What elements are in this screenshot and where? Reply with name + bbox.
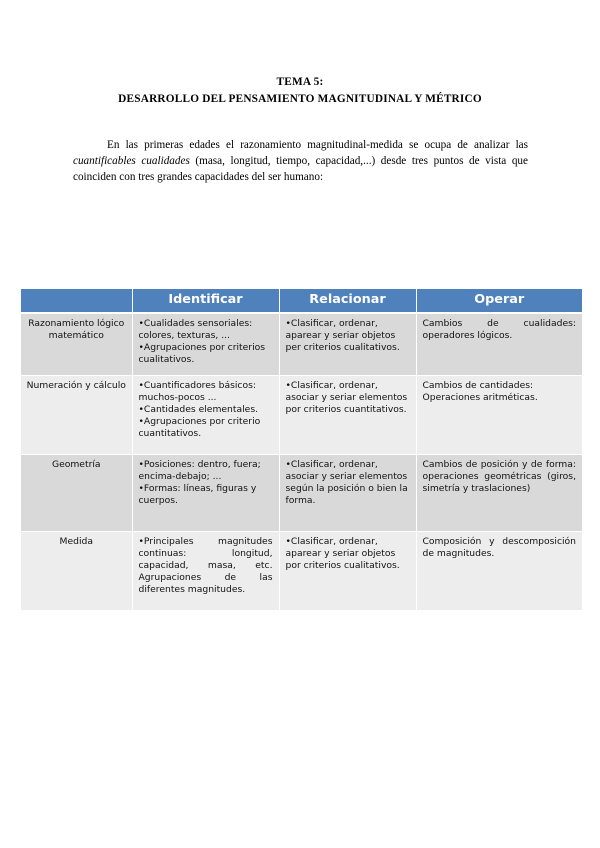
table-row bbox=[21, 531, 582, 610]
cell-line: •Clasificar, ordenar, aparear y seriar objetos per criterios cualitativos. bbox=[285, 318, 400, 354]
cell-line: •Principales magnitudes continuas: longitud, capacidad, masa, etc. Agrupaciones de las diferentes magnitudes. bbox=[138, 535, 273, 595]
table-header-row bbox=[21, 289, 582, 313]
cell-relacionar bbox=[279, 531, 416, 610]
capacities-table bbox=[21, 289, 582, 611]
cell-operar bbox=[416, 454, 582, 531]
cell-identificar bbox=[132, 454, 279, 531]
header-relacionar: Relacionar bbox=[279, 289, 416, 313]
cell-relacionar bbox=[279, 313, 416, 375]
table-row bbox=[21, 375, 582, 454]
cell-line: •Posiciones: dentro, fuera; encima-debajo; ... bbox=[138, 458, 261, 482]
intro-text-part2: (masa, longitud, tiempo, capacidad,...) desde tres puntos de vista que coinciden con tres grandes capacidades del ser humano: bbox=[73, 155, 528, 184]
cell-line: •Cualidades sensoriales: colores, texturas, ... bbox=[138, 318, 253, 342]
cell-line: •Clasificar, ordenar, asociar y seriar elementos según la posición o bien la forma. bbox=[285, 458, 408, 506]
cell-identificar bbox=[132, 531, 279, 610]
document-title bbox=[0, 74, 600, 108]
cell-line: •Formas: líneas, figuras y cuerpos. bbox=[138, 482, 257, 506]
cell-line: Cambios de posición y de forma: operaciones geométricas (giros, simetría y traslaciones) bbox=[422, 458, 576, 494]
cell-line: Cambios de cualidades: operadores lógicos. bbox=[422, 318, 576, 342]
header-operar: Operar bbox=[416, 289, 582, 313]
cell-relacionar bbox=[279, 375, 416, 454]
header-identificar: Identificar bbox=[132, 289, 279, 313]
cell-operar bbox=[416, 531, 582, 610]
cell-line: Composición y descomposición de magnitudes. bbox=[422, 535, 576, 559]
intro-paragraph bbox=[73, 137, 528, 186]
title-line-2: DESARROLLO DEL PENSAMIENTO MAGNITUDINAL Y MÉTRICO bbox=[118, 93, 482, 105]
cell-line: •Clasificar, ordenar, asociar y seriar elementos por criterios cuantitativos. bbox=[285, 379, 408, 415]
row-label: Geometría bbox=[21, 454, 132, 531]
cell-operar bbox=[416, 375, 582, 454]
title-line-1: TEMA 5: bbox=[276, 76, 324, 88]
row-label: Medida bbox=[21, 531, 132, 610]
cell-line: •Agrupaciones por criterios cualitativos. bbox=[138, 342, 266, 366]
cell-relacionar bbox=[279, 454, 416, 531]
table-row bbox=[21, 454, 582, 531]
cell-line: •Cantidades elementales. bbox=[138, 403, 259, 415]
table-row bbox=[21, 313, 582, 375]
cell-line: Cambios de cantidades: Operaciones aritméticas. bbox=[422, 379, 538, 403]
cell-line: •Clasificar, ordenar, aparear y seriar objetos por criterios cualitativos. bbox=[285, 535, 400, 571]
intro-text-part1: En las primeras edades el razonamiento magnitudinal-medida se ocupa de analizar las bbox=[107, 139, 528, 151]
intro-text-italic: cuantificables cualidades bbox=[73, 155, 190, 168]
row-label: Razonamiento lógico matemático bbox=[21, 313, 132, 375]
cell-identificar bbox=[132, 375, 279, 454]
header-empty bbox=[21, 289, 132, 313]
cell-operar bbox=[416, 313, 582, 375]
cell-identificar bbox=[132, 313, 279, 375]
cell-line: •Cuantificadores básicos: muchos-pocos ... bbox=[138, 379, 256, 403]
row-label: Numeración y cálculo bbox=[21, 375, 132, 454]
cell-line: •Agrupaciones por criterio cuantitativos. bbox=[138, 415, 261, 439]
